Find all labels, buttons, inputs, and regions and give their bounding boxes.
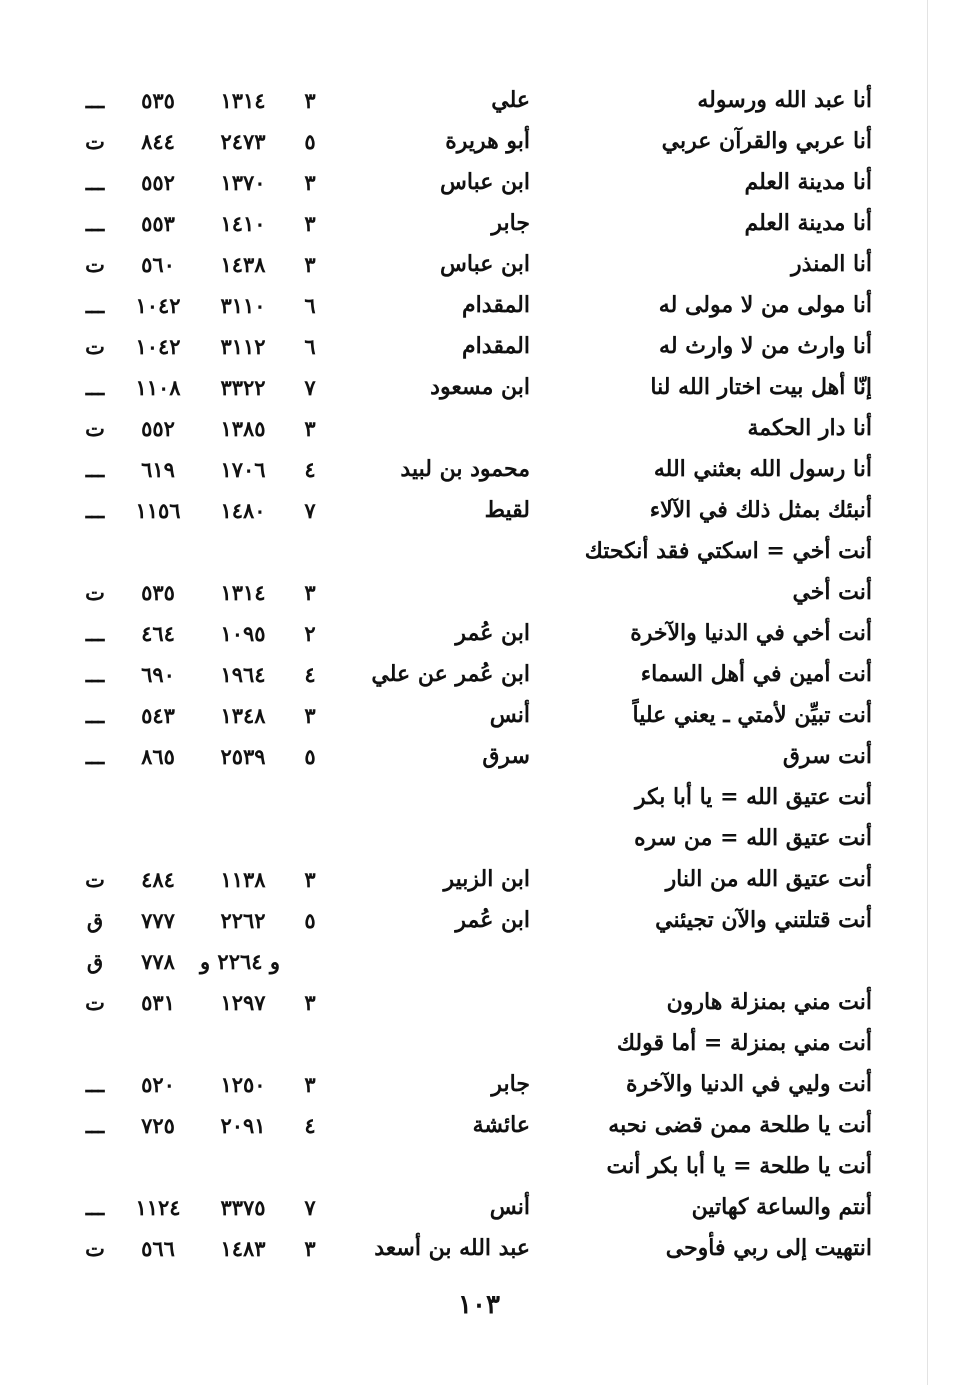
index-row bbox=[0, 490, 958, 531]
index-row bbox=[0, 408, 958, 449]
index-row bbox=[0, 818, 958, 859]
index-row bbox=[0, 285, 958, 326]
page-reference bbox=[122, 1146, 194, 1187]
narrator-name: علي bbox=[491, 87, 530, 113]
narrator-name: سرق bbox=[482, 743, 530, 769]
hadith-number: ١٤٨٣ bbox=[220, 1236, 266, 1261]
volume-number: ٥ bbox=[304, 129, 316, 154]
hadith-text: أنبئك بمثل ذلك في الآلاء bbox=[649, 497, 872, 523]
source-mark: ـــ bbox=[85, 170, 105, 195]
source-mark: ت bbox=[85, 416, 105, 441]
index-row bbox=[0, 1187, 958, 1228]
volume-number: ٣ bbox=[304, 990, 316, 1015]
index-row bbox=[0, 203, 958, 244]
index-row bbox=[0, 654, 958, 695]
hadith-text: أنا مدينة العلم bbox=[744, 169, 872, 195]
narrator-name: محمود بن لبيد bbox=[400, 456, 530, 482]
page-reference bbox=[122, 1023, 194, 1064]
narrator-name: أنس bbox=[489, 702, 530, 728]
source-mark: ـــ bbox=[85, 703, 105, 728]
index-row bbox=[0, 1146, 958, 1187]
source-mark: ـــ bbox=[85, 1113, 105, 1138]
hadith-number: ١٧٠٦ bbox=[220, 457, 266, 482]
volume-number: ٣ bbox=[304, 88, 316, 113]
volume-number bbox=[296, 941, 324, 982]
hadith-text: أنت عتيق الله من النار bbox=[665, 866, 872, 892]
hadith-text: أنا مولى من لا مولى له bbox=[658, 292, 872, 318]
index-row bbox=[0, 162, 958, 203]
volume-number: ٧ bbox=[304, 375, 316, 400]
hadith-number: ٣٣٢٢ bbox=[220, 375, 266, 400]
index-row bbox=[0, 1228, 958, 1269]
source-mark: ت bbox=[85, 129, 105, 154]
page-number: ١٠٣ bbox=[458, 1290, 500, 1320]
hadith-number bbox=[206, 818, 280, 859]
volume-number bbox=[296, 531, 324, 572]
volume-number: ٥ bbox=[304, 908, 316, 933]
volume-number: ٤ bbox=[304, 1113, 316, 1138]
hadith-number bbox=[206, 1023, 280, 1064]
index-row bbox=[0, 326, 958, 367]
narrator-name: ابن عُمر عن علي bbox=[371, 661, 530, 687]
volume-number: ٣ bbox=[304, 1072, 316, 1097]
source-mark: ق bbox=[86, 908, 104, 933]
hadith-text: أنا مدينة العلم bbox=[744, 210, 872, 236]
volume-number: ٣ bbox=[304, 211, 316, 236]
page-reference: ٥٥٢ bbox=[141, 170, 175, 195]
hadith-number: ٢٢٦٢ bbox=[220, 908, 266, 933]
source-mark: ت bbox=[85, 1236, 105, 1261]
page-reference: ٥٣٥ bbox=[141, 580, 175, 605]
index-row bbox=[0, 367, 958, 408]
hadith-text: أنت قتلتني والآن تجيئني bbox=[655, 907, 872, 933]
narrator-name: ابن عُمر bbox=[455, 907, 530, 933]
hadith-number bbox=[206, 531, 280, 572]
index-row bbox=[0, 1023, 958, 1064]
hadith-text: أنت مني بمنزلة = أما قولك bbox=[616, 1030, 872, 1056]
volume-number bbox=[296, 777, 324, 818]
source-mark: ق bbox=[86, 949, 104, 974]
hadith-text: أنا دار الحكمة bbox=[747, 415, 872, 441]
narrator-name: ابن عباس bbox=[440, 251, 530, 277]
page-reference: ٨٤٤ bbox=[141, 129, 175, 154]
source-mark bbox=[78, 1023, 112, 1064]
page-reference: ٨٦٥ bbox=[141, 744, 175, 769]
hadith-text: انتهيت إلى ربي فأوحى bbox=[665, 1235, 872, 1261]
source-mark: ت bbox=[85, 580, 105, 605]
page-reference: ٦١٩ bbox=[141, 457, 175, 482]
hadith-number: ١٤٣٨ bbox=[220, 252, 266, 277]
page-reference: ٧٧٧ bbox=[141, 908, 175, 933]
hadith-text: أنتم والساعة كهاتين bbox=[691, 1194, 872, 1220]
volume-number: ٣ bbox=[304, 867, 316, 892]
source-mark: ت bbox=[85, 252, 105, 277]
narrator-name: عبد الله بن أسعد bbox=[374, 1235, 530, 1261]
hadith-number: ١٣٧٠ bbox=[220, 170, 266, 195]
hadith-number: ١٣١٤ bbox=[220, 88, 266, 113]
source-mark: ـــ bbox=[85, 621, 105, 646]
volume-number: ٥ bbox=[304, 744, 316, 769]
volume-number: ٦ bbox=[304, 334, 316, 359]
hadith-number: ٣٣٧٥ bbox=[220, 1195, 266, 1220]
source-mark: ـــ bbox=[85, 375, 105, 400]
hadith-number: ١٩٦٤ bbox=[220, 662, 266, 687]
hadith-number: ١٠٩٥ bbox=[220, 621, 266, 646]
hadith-number: ٢٥٣٩ bbox=[220, 744, 266, 769]
hadith-text: أنت عتيق الله = يا أبا بكر bbox=[634, 784, 872, 810]
page-reference bbox=[122, 531, 194, 572]
page-reference: ٤٨٤ bbox=[141, 867, 175, 892]
volume-number: ٣ bbox=[304, 1236, 316, 1261]
hadith-text: أنت عتيق الله = من سره bbox=[634, 825, 872, 851]
hadith-text: أنا المنذر bbox=[791, 251, 872, 277]
source-mark: ـــ bbox=[85, 211, 105, 236]
index-row bbox=[0, 1105, 958, 1146]
page-reference: ٧٢٥ bbox=[141, 1113, 175, 1138]
hadith-number: ١٢٥٠ bbox=[220, 1072, 266, 1097]
hadith-text: أنت وليي في الدنيا والآخرة bbox=[625, 1071, 872, 1097]
page-reference: ١١٢٤ bbox=[135, 1195, 181, 1220]
narrator-name: المقدام bbox=[462, 333, 530, 359]
page-reference: ١١٠٨ bbox=[135, 375, 181, 400]
narrator-name: ابن عباس bbox=[440, 169, 530, 195]
hadith-text: أنت أخي = اسكتي فقد أنكحتك bbox=[584, 538, 872, 564]
volume-number: ٧ bbox=[304, 1195, 316, 1220]
volume-number: ٦ bbox=[304, 293, 316, 318]
volume-number: ٣ bbox=[304, 703, 316, 728]
page-reference: ٥٦٦ bbox=[141, 1236, 175, 1261]
hadith-text: أنت يا طلحة ممن قضى نحبه bbox=[608, 1112, 872, 1138]
volume-number bbox=[296, 818, 324, 859]
hadith-number: ٢٠٩١ bbox=[220, 1113, 266, 1138]
page-reference bbox=[122, 777, 194, 818]
hadith-number: ١٣٤٨ bbox=[220, 703, 266, 728]
narrator-name: أبو هريرة bbox=[445, 128, 530, 154]
hadith-number: ١١٣٨ bbox=[220, 867, 266, 892]
narrator-name: جابر bbox=[491, 210, 530, 236]
volume-number: ٣ bbox=[304, 580, 316, 605]
hadith-text: أنت أمين في أهل السماء bbox=[640, 661, 872, 687]
hadith-text: أنت سرق bbox=[782, 743, 872, 769]
page-reference: ١٠٤٢ bbox=[135, 334, 181, 359]
narrator-name: أنس bbox=[489, 1194, 530, 1220]
source-mark: ت bbox=[85, 334, 105, 359]
page-reference: ١٠٤٢ bbox=[135, 293, 181, 318]
source-mark bbox=[78, 531, 112, 572]
index-row bbox=[0, 982, 958, 1023]
index-row bbox=[0, 941, 958, 982]
hadith-number: ١٣٨٥ bbox=[220, 416, 266, 441]
source-mark bbox=[78, 818, 112, 859]
hadith-text: أنا عبد الله ورسوله bbox=[697, 87, 872, 113]
index-row bbox=[0, 121, 958, 162]
hadith-text: أنا وارث من لا وارث له bbox=[659, 333, 872, 359]
index-row bbox=[0, 613, 958, 654]
source-mark: ـــ bbox=[85, 293, 105, 318]
source-mark bbox=[78, 1146, 112, 1187]
narrator-name: ابن عُمر bbox=[455, 620, 530, 646]
source-mark: ـــ bbox=[85, 457, 105, 482]
page-reference: ٥٢٠ bbox=[141, 1072, 175, 1097]
hadith-text: إنّا أهل بيت اختار الله لنا bbox=[650, 374, 872, 400]
source-mark: ـــ bbox=[85, 1072, 105, 1097]
hadith-number: ١٢٩٧ bbox=[220, 990, 266, 1015]
page-reference: ٦٩٠ bbox=[141, 662, 175, 687]
hadith-number: ١٤١٠ bbox=[220, 211, 266, 236]
volume-number: ٤ bbox=[304, 662, 316, 687]
source-mark: ـــ bbox=[85, 744, 105, 769]
hadith-text: أنت أخي bbox=[792, 579, 872, 605]
index-row bbox=[0, 449, 958, 490]
page-reference: ٤٦٤ bbox=[141, 621, 175, 646]
source-mark: ـــ bbox=[85, 88, 105, 113]
source-mark: ت bbox=[85, 990, 105, 1015]
narrator-name: ابن الزبير bbox=[443, 866, 530, 892]
narrator-name: عائشة bbox=[472, 1112, 530, 1138]
volume-number: ٣ bbox=[304, 416, 316, 441]
page-reference: ٥٦٠ bbox=[141, 252, 175, 277]
hadith-number bbox=[206, 1146, 280, 1187]
index-row bbox=[0, 777, 958, 818]
volume-number: ٣ bbox=[304, 252, 316, 277]
page-reference: ٥٥٣ bbox=[141, 211, 175, 236]
index-row bbox=[0, 900, 958, 941]
index-row bbox=[0, 572, 958, 613]
hadith-text: أنا رسول الله بعثني الله bbox=[653, 456, 872, 482]
hadith-text: أنت يا طلحة = يا أبا بكر أنت bbox=[606, 1153, 872, 1179]
hadith-number bbox=[206, 777, 280, 818]
source-mark: ـــ bbox=[85, 1195, 105, 1220]
page-reference: ٧٧٨ bbox=[141, 949, 175, 974]
hadith-text: أنت تبيِّن لأمتي ـ يعني علياً bbox=[632, 702, 872, 728]
hadith-number: ٣١١٢ bbox=[220, 334, 266, 359]
index-row bbox=[0, 80, 958, 121]
hadith-index-table bbox=[0, 80, 958, 1269]
index-row bbox=[0, 531, 958, 572]
source-mark: ـــ bbox=[85, 662, 105, 687]
index-row bbox=[0, 859, 958, 900]
hadith-number: ٣١١٠ bbox=[220, 293, 266, 318]
hadith-number: ٢٤٧٣ bbox=[220, 129, 266, 154]
page-reference: ٥٣٥ bbox=[141, 88, 175, 113]
index-row bbox=[0, 736, 958, 777]
volume-number: ٤ bbox=[304, 457, 316, 482]
narrator-name: جابر bbox=[491, 1071, 530, 1097]
page-reference: ٥٥٢ bbox=[141, 416, 175, 441]
volume-number bbox=[296, 1023, 324, 1064]
page-reference: ١١٥٦ bbox=[135, 498, 181, 523]
index-row bbox=[0, 1064, 958, 1105]
hadith-number: ١٤٨٠ bbox=[220, 498, 266, 523]
index-row bbox=[0, 244, 958, 285]
source-mark bbox=[78, 777, 112, 818]
source-mark: ت bbox=[85, 867, 105, 892]
hadith-number: و ٢٢٦٤ و bbox=[199, 949, 280, 974]
page-reference bbox=[122, 818, 194, 859]
page-reference: ٥٤٣ bbox=[141, 703, 175, 728]
volume-number: ٣ bbox=[304, 170, 316, 195]
narrator-name: ابن مسعود bbox=[430, 374, 530, 400]
hadith-text: أنت مني بمنزلة هارون bbox=[666, 989, 872, 1015]
volume-number: ٢ bbox=[304, 621, 316, 646]
narrator-name: المقدام bbox=[462, 292, 530, 318]
hadith-text: أنت أخي في الدنيا والآخرة bbox=[630, 620, 872, 646]
hadith-number: ١٣١٤ bbox=[220, 580, 266, 605]
page-reference: ٥٣١ bbox=[141, 990, 175, 1015]
hadith-text: أنا عربي والقرآن عربي bbox=[661, 128, 872, 154]
source-mark: ـــ bbox=[85, 498, 105, 523]
index-row bbox=[0, 695, 958, 736]
narrator-name: لقيط bbox=[484, 497, 530, 523]
volume-number bbox=[296, 1146, 324, 1187]
volume-number: ٧ bbox=[304, 498, 316, 523]
